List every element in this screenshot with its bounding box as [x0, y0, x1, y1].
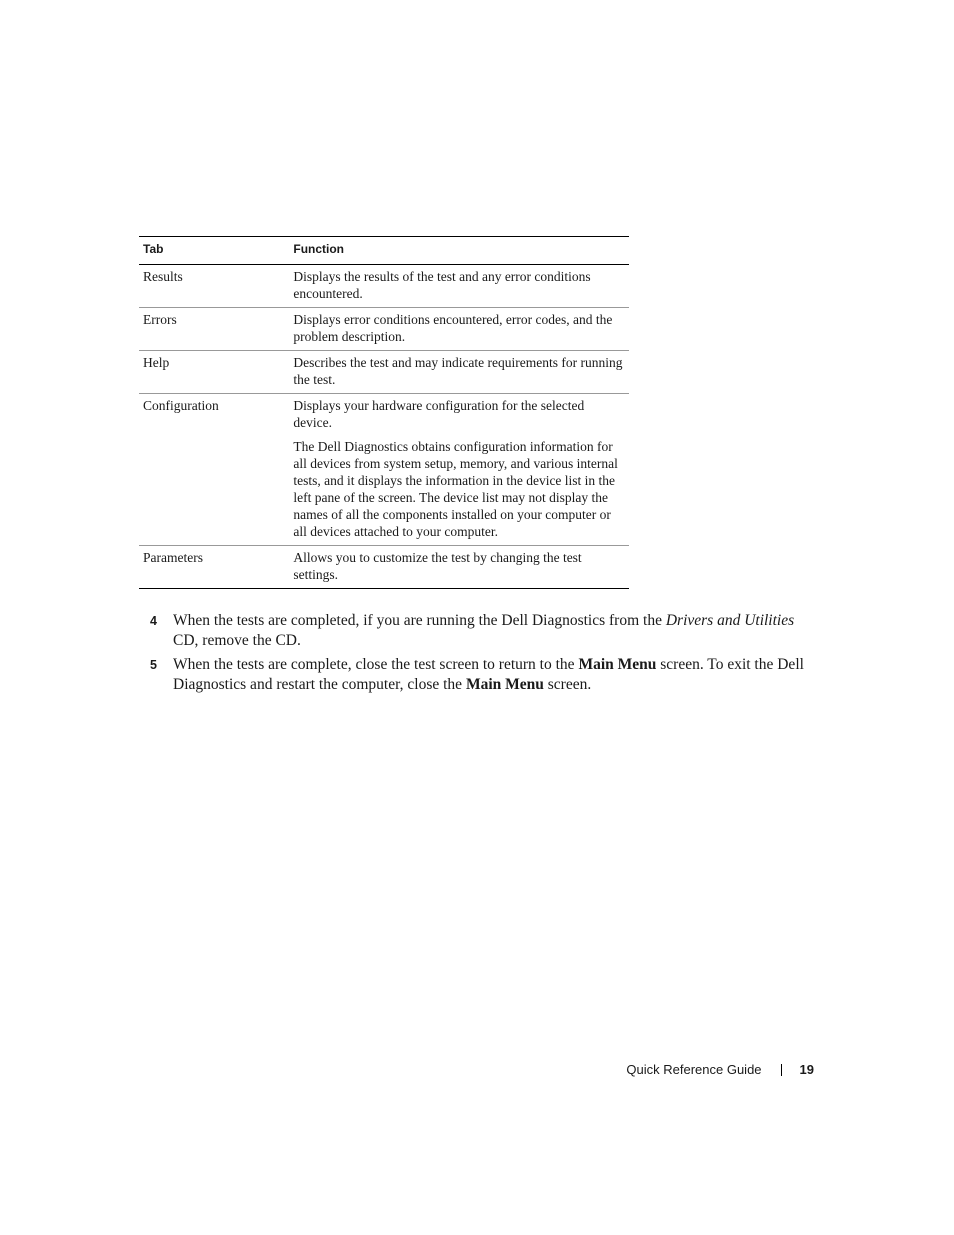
step-number: 5: [150, 658, 157, 672]
table-row: [139, 546, 629, 589]
step-number: 4: [150, 614, 157, 628]
step-text-run: screen. To exit the Dell Diagnostics and restart the computer, close the: [173, 656, 804, 693]
step-text-run: When the tests are complete, close the test screen to return to the: [173, 656, 579, 673]
tab-name-cell: Errors: [139, 308, 289, 351]
table-row: [139, 351, 629, 394]
function-description-paragraph: Allows you to customize the test by changing the test settings.: [293, 550, 582, 582]
page-footer: [626, 1061, 814, 1079]
step-item: [150, 655, 822, 694]
footer-guide-title: Quick Reference Guide: [626, 1062, 762, 1077]
function-description-cell: [289, 394, 629, 546]
table-body: [139, 265, 629, 589]
tab-name-cell: Results: [139, 265, 289, 308]
page-number: 19: [799, 1062, 814, 1077]
step-text: [173, 612, 794, 649]
numbered-steps: [150, 611, 822, 699]
function-description-cell: [289, 308, 629, 351]
menu-name: Main Menu: [578, 656, 657, 673]
function-description-paragraph: Displays the results of the test and any error conditions encountered.: [293, 269, 591, 301]
step-text-run: CD, remove the CD.: [173, 631, 301, 649]
function-description-paragraph: The Dell Diagnostics obtains configuration information for all devices from system setup, memory, and various internal tests, and it displays the information in the device list in the left pane of the screen. The device list may not display the names of all the components installed on your computer or all devices attached to your computer.: [293, 439, 618, 539]
function-description-paragraph: Describes the test and may indicate requirements for running the test.: [293, 355, 623, 387]
footer-separator: [781, 1064, 782, 1076]
function-description-cell: [289, 351, 629, 394]
column-header-function: Function: [289, 237, 629, 265]
menu-name: Main Menu: [465, 675, 544, 693]
step-text-run: When the tests are completed, if you are running the Dell Diagnostics from the: [173, 612, 666, 629]
step-text: [173, 656, 804, 693]
table-row: [139, 265, 629, 308]
tab-name-cell: Configuration: [139, 394, 289, 546]
function-description-paragraph: Displays your hardware configuration for the selected device.: [293, 398, 585, 430]
function-description-cell: [289, 546, 629, 589]
tab-function-table: [139, 236, 629, 589]
step-text-run: screen.: [543, 675, 592, 693]
emphasized-title: Drivers and Utilities: [665, 612, 795, 629]
step-item: [150, 611, 822, 650]
column-header-tab: Tab: [139, 237, 289, 265]
function-description-cell: [289, 265, 629, 308]
table-header-row: [139, 237, 629, 265]
tab-name-cell: Parameters: [139, 546, 289, 589]
function-description-paragraph: Displays error conditions encountered, error codes, and the problem description.: [293, 312, 613, 344]
table-row: [139, 394, 629, 546]
table-row: [139, 308, 629, 351]
tab-name-cell: Help: [139, 351, 289, 394]
